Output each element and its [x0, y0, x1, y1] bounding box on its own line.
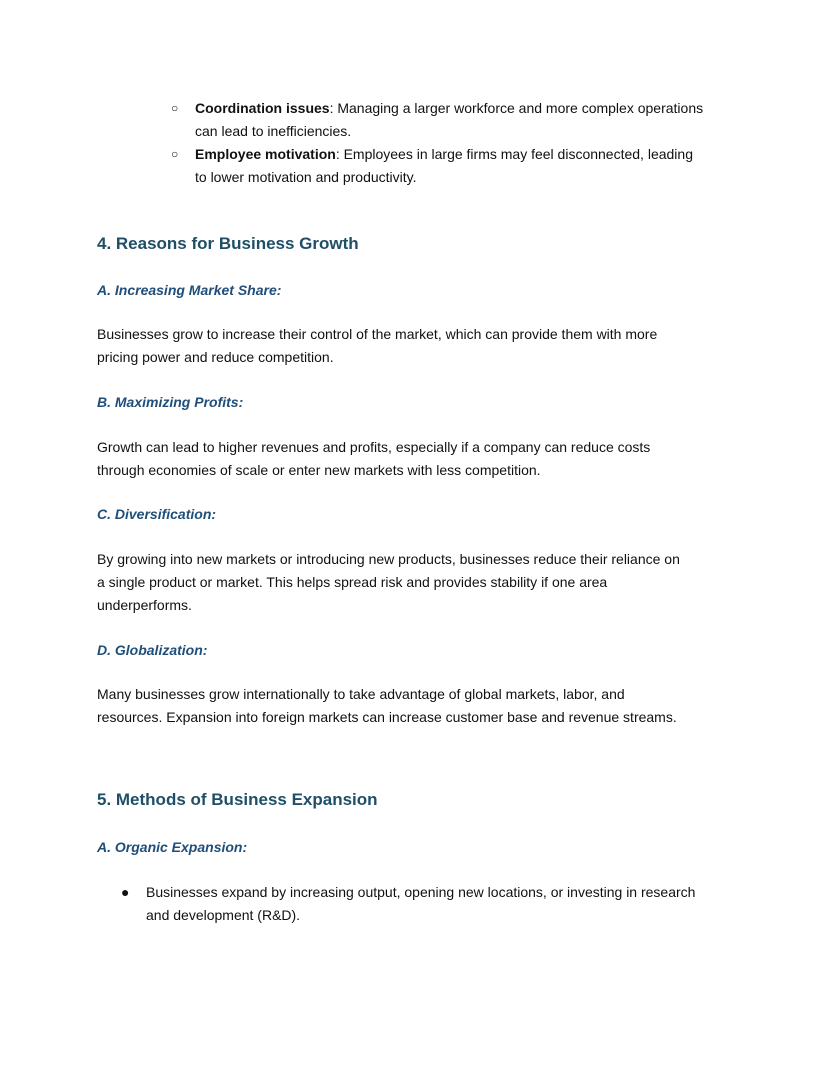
- hollow-bullet-icon: ○: [171, 147, 179, 161]
- bullet-term: Coordination issues: [195, 100, 330, 116]
- paragraph: [97, 548, 680, 617]
- subsection-heading: A. Organic Expansion:: [97, 839, 248, 855]
- subsection-heading: D. Globalization:: [97, 642, 208, 658]
- paragraph-line: a single product or market. This helps spread risk and provides stability if one area: [97, 574, 608, 590]
- paragraph-line: Growth can lead to higher revenues and profits, especially if a company can reduce costs: [97, 439, 651, 455]
- bullet-text: and development (R&D).: [146, 907, 301, 923]
- bullet-term: Employee motivation: [195, 146, 336, 162]
- paragraph-line: through economies of scale or enter new markets with less competition.: [97, 462, 541, 478]
- subsection-heading: B. Maximizing Profits:: [97, 394, 244, 410]
- list-item: [195, 97, 703, 143]
- paragraph: [97, 683, 677, 729]
- bullet-text: : Managing a larger workforce and more complex operations: [329, 100, 704, 116]
- paragraph-line: resources. Expansion into foreign markets can increase customer base and revenue streams.: [97, 709, 677, 725]
- paragraph-line: Many businesses grow internationally to take advantage of global markets, labor, and: [97, 686, 625, 702]
- list-item: [195, 143, 693, 189]
- bullet-text: : Employees in large firms may feel disconnected, leading: [335, 146, 693, 162]
- hollow-bullet-icon: ○: [171, 101, 179, 115]
- section-heading: 4. Reasons for Business Growth: [97, 234, 359, 253]
- paragraph: [97, 436, 650, 482]
- subsection-heading: A. Increasing Market Share:: [97, 282, 282, 298]
- paragraph-line: pricing power and reduce competition.: [97, 349, 334, 365]
- bullet-text: Businesses expand by increasing output, opening new locations, or investing in research: [146, 884, 696, 900]
- section-heading: 5. Methods of Business Expansion: [97, 790, 378, 809]
- bullet-icon: ●: [121, 884, 130, 900]
- paragraph-line: By growing into new markets or introducing new products, businesses reduce their reliance on: [97, 551, 680, 567]
- list-item: [146, 881, 695, 927]
- paragraph: [97, 323, 657, 369]
- bullet-text: can lead to inefficiencies.: [195, 123, 352, 139]
- bullet-text: to lower motivation and productivity.: [195, 169, 417, 185]
- subsection-heading: C. Diversification:: [97, 506, 217, 522]
- paragraph-line: underperforms.: [97, 597, 192, 613]
- paragraph-line: Businesses grow to increase their control of the market, which can provide them with more: [97, 326, 658, 342]
